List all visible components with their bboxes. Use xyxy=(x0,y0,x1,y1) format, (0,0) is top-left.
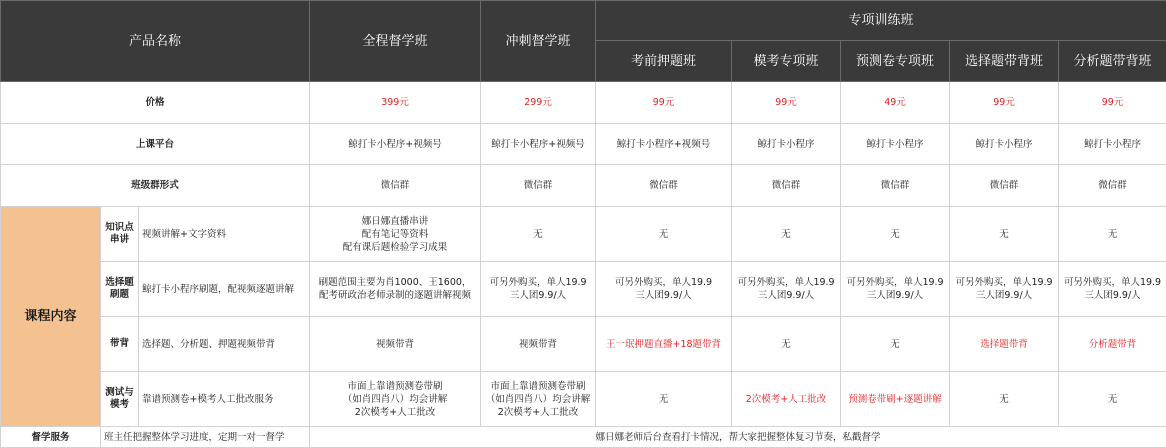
mock-sublabel xyxy=(101,372,139,427)
cell-line: 可另外购买，单人19.9 xyxy=(846,277,944,288)
mock-sublabel-line: 测试与 xyxy=(105,387,134,398)
cell-line: 2次模考+人工批改 xyxy=(497,406,579,418)
mock-row xyxy=(1,372,1166,427)
platform-cell: 鲸打卡小程序 xyxy=(1059,124,1166,165)
knowledge-cell: 无 xyxy=(481,207,596,262)
col-header-5: 预测卷专项班 xyxy=(841,41,950,82)
choice-desc: 鲸打卡小程序刷题，配视频逐题讲解 xyxy=(139,262,310,317)
recite-cell: 无 xyxy=(841,317,950,372)
price-cell: 99元 xyxy=(596,82,732,124)
cell-line: 三人团9.9/人 xyxy=(757,290,815,301)
recite-sublabel: 带背 xyxy=(101,317,139,372)
group-form-cell: 微信群 xyxy=(1059,165,1166,207)
choice-cell xyxy=(841,262,950,317)
recite-cell: 无 xyxy=(732,317,841,372)
group-form-cell: 微信群 xyxy=(732,165,841,207)
cell-line: 2次模考+人工批改 xyxy=(354,406,436,418)
col-header-1: 全程督学班 xyxy=(310,1,481,82)
choice-cell xyxy=(596,262,732,317)
knowledge-desc: 视频讲解+文字资料 xyxy=(139,207,310,262)
cell-line: 可另外购买，单人19.9 xyxy=(1063,277,1162,288)
choice-sublabel-line: 刷题 xyxy=(109,289,129,300)
cell-line: 可另外购买，单人19.9 xyxy=(737,277,835,288)
supervise-desc: 班主任把握整体学习进度，定期一对一督学 xyxy=(101,427,310,448)
platform-cell: 鲸打卡小程序+视频号 xyxy=(596,124,732,165)
platform-cell: 鲸打卡小程序+视频号 xyxy=(481,124,596,165)
recite-cell: 分析题带背 xyxy=(1059,317,1166,372)
platform-cell: 鲸打卡小程序 xyxy=(732,124,841,165)
mock-cell: 无 xyxy=(950,372,1059,427)
price-cell: 49元 xyxy=(841,82,950,124)
cell-line: 刷题范围主要为肖1000、王1600， xyxy=(318,277,472,288)
platform-label: 上课平台 xyxy=(1,124,310,165)
cell-line: 三人团9.9/人 xyxy=(1084,290,1141,301)
mock-desc: 靠谱预测卷+模考人工批改服务 xyxy=(139,372,310,427)
price-cell: 99元 xyxy=(950,82,1059,124)
price-cell: 99元 xyxy=(732,82,841,124)
knowledge-cell: 无 xyxy=(1059,207,1166,262)
mock-sublabel-line: 模考 xyxy=(109,399,129,410)
col-header-6: 选择题带背班 xyxy=(950,41,1059,82)
product-name-header: 产品名称 xyxy=(1,1,310,82)
recite-row xyxy=(1,317,1166,372)
cell-line: 配考研政治老师录制的逐题讲解视频 xyxy=(319,290,472,301)
knowledge-cell: 无 xyxy=(732,207,841,262)
price-row xyxy=(1,82,1166,124)
group-form-cell: 微信群 xyxy=(481,165,596,207)
course-content-label: 课程内容 xyxy=(1,207,101,427)
price-cell: 299元 xyxy=(481,82,596,124)
choice-cell xyxy=(950,262,1059,317)
mock-cell xyxy=(481,372,596,427)
choice-sublabel xyxy=(101,262,139,317)
knowledge-sublabel-line: 串讲 xyxy=(109,234,129,245)
cell-line: 三人团9.9/人 xyxy=(866,290,924,301)
choice-cell xyxy=(481,262,596,317)
choice-row xyxy=(1,262,1166,317)
supervise-row xyxy=(1,427,1166,448)
knowledge-row xyxy=(1,207,1166,262)
group-form-label: 班级群形式 xyxy=(1,165,310,207)
platform-row xyxy=(1,124,1166,165)
cell-line: 三人团9.9/人 xyxy=(635,290,692,301)
cell-line: 三人团9.9/人 xyxy=(975,290,1033,301)
cell-line: 可另外购买，单人19.9 xyxy=(614,277,713,288)
recite-desc: 选择题、分析题、押题视频带背 xyxy=(139,317,310,372)
platform-cell: 鲸打卡小程序 xyxy=(841,124,950,165)
choice-cell xyxy=(1059,262,1166,317)
mock-cell xyxy=(310,372,481,427)
cell-line: 市面上靠谱预测卷带刷 xyxy=(490,380,586,392)
platform-cell: 鲸打卡小程序 xyxy=(950,124,1059,165)
cell-line: 娜日娜直播串讲 xyxy=(361,215,429,227)
cell-line: （如肖四肖八）均会讲解 xyxy=(342,393,448,405)
special-training-header: 专项训练班 xyxy=(596,1,1166,41)
mock-cell: 无 xyxy=(1059,372,1166,427)
platform-cell: 鲸打卡小程序+视频号 xyxy=(310,124,481,165)
group-form-cell: 微信群 xyxy=(841,165,950,207)
recite-cell: 视频带背 xyxy=(310,317,481,372)
recite-cell: 选择题带背 xyxy=(950,317,1059,372)
knowledge-cell: 无 xyxy=(841,207,950,262)
knowledge-sublabel xyxy=(101,207,139,262)
knowledge-sublabel-line: 知识点 xyxy=(105,222,134,233)
supervise-value: 娜日娜老师后台查看打卡情况，帮大家把握整体复习节奏，私戳督学 xyxy=(310,427,1166,448)
col-header-2: 冲刺督学班 xyxy=(481,1,596,82)
group-form-row xyxy=(1,165,1166,207)
choice-cell xyxy=(310,262,481,317)
group-form-cell: 微信群 xyxy=(310,165,481,207)
recite-cell: 视频带背 xyxy=(481,317,596,372)
knowledge-cell: 无 xyxy=(596,207,732,262)
supervise-label: 督学服务 xyxy=(1,427,101,448)
price-label: 价格 xyxy=(1,82,310,124)
cell-line: 配有笔记等资料 xyxy=(361,228,429,240)
mock-cell: 无 xyxy=(596,372,732,427)
cell-line: 三人团9.9/人 xyxy=(509,290,567,301)
col-header-7: 分析题带背班 xyxy=(1059,41,1166,82)
mock-cell: 2次模考+人工批改 xyxy=(732,372,841,427)
choice-sublabel-line: 选择题 xyxy=(105,277,134,288)
group-form-cell: 微信群 xyxy=(596,165,732,207)
group-form-cell: 微信群 xyxy=(950,165,1059,207)
mock-cell: 预测卷带刷+逐题讲解 xyxy=(841,372,950,427)
knowledge-cell xyxy=(310,207,481,262)
cell-line: 可另外购买，单人19.9 xyxy=(955,277,1053,288)
cell-line: 可另外购买，单人19.9 xyxy=(489,277,587,288)
price-cell: 399元 xyxy=(310,82,481,124)
cell-line: 市面上靠谱预测卷带刷 xyxy=(347,380,443,392)
recite-cell: 王一珉押题直播+18题带背 xyxy=(596,317,732,372)
col-header-4: 模考专项班 xyxy=(732,41,841,82)
cell-line: 配有课后题检验学习成果 xyxy=(342,241,448,253)
col-header-3: 考前押题班 xyxy=(596,41,732,82)
price-cell: 99元 xyxy=(1059,82,1166,124)
cell-line: （如肖四肖八）均会讲解 xyxy=(485,393,591,405)
choice-cell xyxy=(732,262,841,317)
knowledge-cell: 无 xyxy=(950,207,1059,262)
